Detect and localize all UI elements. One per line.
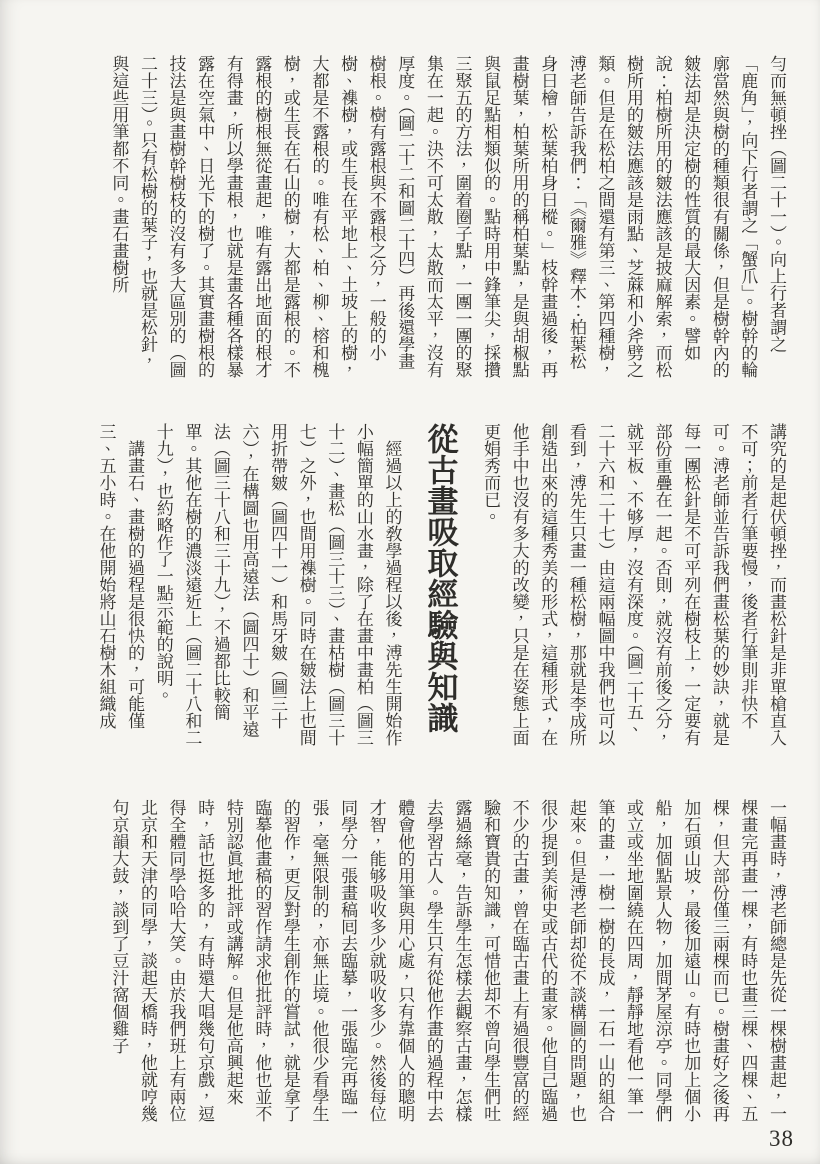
paragraph: 講畫石、畫樹的過程是很快的，可能僅三、五小時。在他開始將山石樹木組織成 <box>96 423 145 729</box>
paragraph: 經過以上的敎學過程以後，溥先生開始作小幅簡單的山水畫，除了在畫中畫柏（圖三十二）、畫松（圖三十三）、畫枯樹（圖三十七）之外，也間用襍樹。同時在皴法上也間用折帶皴（圖四十一）和馬牙皴（圖三十六），在構圖也用高遠法（圖四十）和平遠法（圖三十八和三十九），不過都比較簡單。其他在樹的濃淡遠近上（圖二十八和二十九），也約略作了一點示範的說明。 <box>153 423 402 746</box>
page-number: 38 <box>769 1126 794 1151</box>
text-band-bottom <box>64 799 790 1126</box>
paragraph-continued-from-previous-page: 勻而無頓挫（圖二十一）。向上行者謂之「鹿角」，向下行者謂之「蟹爪」。樹幹的輪廓當然與樹的種類很有關係，但是樹幹內的皴法却是決定樹的性質的最大因素。譬如說：柏樹所用的皴法應該是披麻解索，而松樹所用的皴法應該是雨點、芝蔴和小斧劈之類。但是在松柏之間還有第三、第四種樹，溥老師告訴我們：「《爾雅》釋木：柏葉松身曰檜，松葉柏身曰樅。」枝幹畫過後，再畫樹葉，柏葉所用的稱柏葉點，是與胡椒點與鼠足點相類似的。點時用中鋒筆尖，採攢三聚五的方法，圍着圈子點，一團一團的聚集在一起。決不可太散，太散而太平，沒有厚度。（圖二十二和圖二十四）再後還學畫樹根。樹有露根與不露根之分，一般的小樹、襍樹，或生長在平地上、土坡上的樹，大都是不露根的。唯有松、柏、柳、榕和槐樹，或生長在石山的樹，大都是露根的。不露根的樹根無從畫起，唯有露出地面的根才有得畫，所以學畫根，也就是畫各種各樣暴露在空氣中、日光下的樹了。其實畫樹根的技法是與畫樹幹樹枝的沒有多大區別的（圖二十三）。只有松樹的葉子，也就是松針，與這些用筆都不同。畫石畫樹所 <box>109 55 786 378</box>
section-heading: 從古畫吸取經驗與知識 <box>422 423 458 733</box>
paragraph-continued-from-middle-band: 一幅畫時，溥老師總是先從一棵樹畫起，一棵畫完再畫一棵，有時也畫三棵、四棵、五棵，但大部份僅三兩棵而已。樹畫好之後再加石頭山坡，最後加遠山。有時也加上個小船，加個點景人物，加間茅屋涼亭。同學們或立或坐地圍繞在四周，靜靜地看他一筆一筆的畫，一樹一樹的長成，一石一山的組合起來。但是溥老師却從不談構圖的問題，也很少提到美術史或古代的畫家。他自己臨過不少的古畫，曾在臨古畫上有過很豐富的經驗和寶貴的知識，可惜他却不曾向學生們吐露過絲毫，告訴學生怎樣去觀察古畫，怎樣去學習古人。學生只有從他作畫的過程中去體會他的用筆與用心處，只有靠個人的聰明才智，能够吸收多少就吸收多少。然後每位同學分一張畫稿囘去臨摹，一張臨完再臨一張，毫無限制的，亦無止境。他很少看學生的習作，更反對學生創作的嘗試，就是拿了臨摹他畫稿的習作請求他批評時，他也並不特別認眞地批評或講解。但是他高興起來時，話也挺多的，有時還大唱幾句京戲，逗得全體同學哈哈大笑。由於我們班上有兩位北京和天津的同學，談起天橋時，他就哼幾句京韻大鼓，談到了豆汁窩個雞子 <box>109 799 786 1122</box>
text-band-middle <box>64 423 790 750</box>
text-band-top <box>64 55 790 382</box>
paragraph-continued-from-top-band: 講究的是起伏頓挫，而畫松針是非單槍直入不可；前者行筆要慢，後者行筆則非快不可。溥老師並告訴我們畫松葉的妙訣，就是每一團松針是不可平列在樹枝上，一定要有部份重疊在一起。否則，就沒有前後之分，就平板、不够厚，沒有深度。（圖二十五、二十六和二十七）由這兩幅圖中我們也可以看到，溥先生只畫一種松樹，那就是李成所創造出來的這種秀美的形式，這種形式，在他手中也沒有多大的改變，只是在姿態上面更娟秀而已。 <box>481 423 786 746</box>
